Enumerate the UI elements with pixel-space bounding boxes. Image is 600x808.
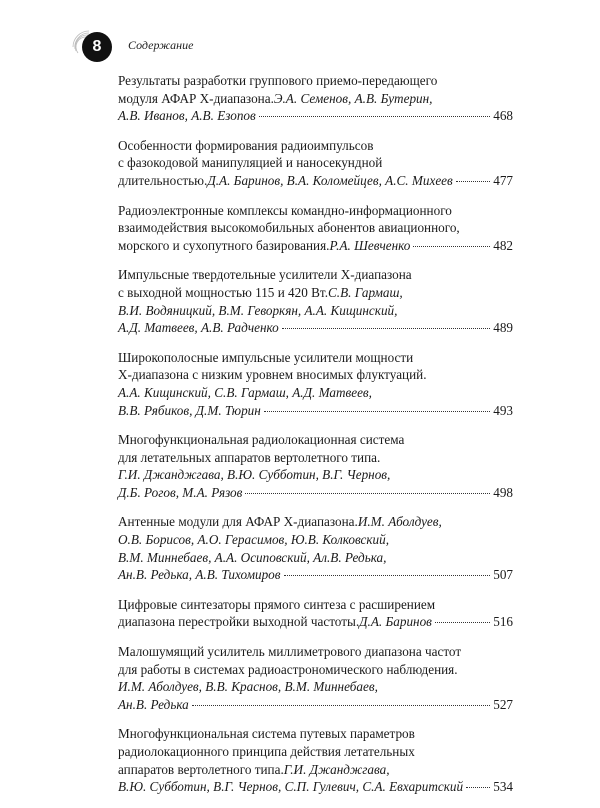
toc-entry-line bbox=[118, 661, 513, 679]
toc-page-number[interactable]: 516 bbox=[493, 614, 513, 630]
toc-authors-text: Д.Б. Рогов, М.А. Рязов bbox=[118, 484, 243, 500]
toc-entry-line bbox=[118, 284, 513, 302]
toc-entry[interactable] bbox=[118, 349, 513, 419]
toc-entry-line bbox=[118, 72, 513, 90]
toc-entry-line bbox=[118, 219, 513, 237]
toc-authors-text: Д.А. Баринов bbox=[359, 614, 432, 630]
toc-entry-line bbox=[118, 725, 513, 743]
toc-authors-text: В.И. Водяницкий, В.М. Геворкян, А.А. Кищинский, bbox=[118, 302, 398, 318]
toc-entry-line bbox=[118, 466, 513, 484]
toc-entry[interactable] bbox=[118, 513, 513, 583]
toc-entry-line bbox=[118, 678, 513, 696]
dot-leader bbox=[192, 704, 490, 706]
toc-authors-text: В.Ю. Субботин, В.Г. Чернов, С.П. Гулевич, С.А. Евхаритский bbox=[118, 779, 464, 795]
toc-authors-text: В.В. Рябиков, Д.М. Тюрин bbox=[118, 402, 261, 418]
toc-authors-text: И.М. Аболдуев, В.В. Краснов, В.М. Миннебаев, bbox=[118, 679, 378, 695]
toc-entry[interactable] bbox=[118, 643, 513, 713]
toc-authors-text: Э.А. Семенов, А.В. Бутерин, bbox=[273, 90, 433, 106]
toc-title-text: взаимодействия высокомобильных абонентов авиационного, bbox=[118, 220, 460, 236]
toc-title-text: Импульсные твердотельные усилители Х-диапазона bbox=[118, 267, 412, 283]
toc-entry[interactable] bbox=[118, 266, 513, 336]
toc-title-text: с фазокодовой манипуляцией и наносекундной bbox=[118, 155, 383, 171]
toc-title-text: диапазона перестройки выходной частоты. bbox=[118, 614, 360, 630]
dot-leader bbox=[264, 410, 490, 412]
toc-title-text: для работы в системах радиоастрономического наблюдения. bbox=[118, 661, 458, 677]
toc-entry[interactable] bbox=[118, 431, 513, 501]
toc-authors-text: Г.И. Джанджгава, bbox=[283, 761, 390, 777]
toc-authors-text: Ан.В. Редька, А.В. Тихомиров bbox=[118, 567, 281, 583]
toc-entry-line bbox=[118, 431, 513, 449]
running-head: Содержание bbox=[128, 38, 194, 52]
toc-title-text: Результаты разработки группового приемо-передающего bbox=[118, 73, 438, 88]
toc-title-text: Многофункциональная система путевых параметров bbox=[118, 726, 415, 742]
toc-entry-line bbox=[118, 266, 513, 284]
dot-leader bbox=[435, 621, 490, 623]
toc-entry-line bbox=[118, 743, 513, 761]
dot-leader bbox=[259, 115, 490, 117]
toc-title-text: Цифровые синтезаторы прямого синтеза с расширением bbox=[118, 596, 436, 612]
toc-entry-last-line bbox=[118, 778, 513, 796]
toc-page-number[interactable]: 493 bbox=[493, 402, 513, 418]
toc-page-number[interactable]: 534 bbox=[493, 779, 513, 795]
toc-title-text: радиолокационного принципа действия летательных bbox=[118, 744, 415, 759]
toc-entry-last-line bbox=[118, 172, 513, 190]
toc-entry-line bbox=[118, 531, 513, 549]
toc-entry[interactable] bbox=[118, 137, 513, 190]
dot-leader bbox=[245, 492, 490, 494]
toc-entry-line bbox=[118, 366, 513, 384]
toc-entry-last-line bbox=[118, 613, 513, 631]
toc-title-text: Малошумящий усилитель миллиметрового диапазона частот bbox=[118, 644, 462, 660]
toc-entry[interactable] bbox=[118, 725, 513, 795]
toc-authors-text: И.М. Аболдуев, bbox=[357, 514, 442, 530]
dot-leader bbox=[413, 245, 490, 247]
toc-authors-text: О.В. Борисов, А.О. Герасимов, Ю.В. Колковский, bbox=[118, 532, 390, 548]
toc-page-number[interactable]: 489 bbox=[493, 320, 513, 336]
toc-page-number[interactable]: 468 bbox=[493, 108, 513, 124]
toc-authors-text: А.А. Кищинский, С.В. Гармаш, А.Д. Матвеев, bbox=[118, 384, 372, 400]
toc-authors-text: Ан.В. Редька bbox=[118, 696, 189, 712]
toc-title-text: Х-диапазона с низким уровнем вносимых флуктуаций. bbox=[118, 367, 427, 383]
toc-entry-line bbox=[118, 202, 513, 220]
toc-entry[interactable] bbox=[118, 596, 513, 631]
toc-title-text: Антенные модули для АФАР Х-диапазона. bbox=[118, 514, 358, 530]
toc-authors-text: С.В. Гармаш, bbox=[328, 284, 403, 300]
toc-title-text: модуля АФАР Х-диапазона. bbox=[118, 90, 274, 106]
toc-entry-line bbox=[118, 349, 513, 367]
toc-entry[interactable] bbox=[118, 202, 513, 255]
dot-leader bbox=[284, 574, 491, 576]
toc-entry-line bbox=[118, 90, 513, 108]
toc-title-text: аппаратов вертолетного типа. bbox=[118, 761, 284, 777]
toc-entry-line bbox=[118, 513, 513, 531]
toc-authors-text: Г.И. Джанджгава, В.Ю. Субботин, В.Г. Чернов, bbox=[118, 467, 391, 483]
toc-title-text: длительностью. bbox=[118, 172, 208, 188]
toc-authors-text: В.М. Миннебаев, А.А. Осиповский, Ал.В. Редька, bbox=[118, 549, 387, 565]
toc-entry-last-line bbox=[118, 237, 513, 255]
toc-entry-line bbox=[118, 549, 513, 567]
toc-entry-line bbox=[118, 154, 513, 172]
toc-page-number[interactable]: 482 bbox=[493, 237, 513, 253]
toc-entry-last-line bbox=[118, 107, 513, 125]
toc-page-number[interactable]: 527 bbox=[493, 696, 513, 712]
toc-page-number[interactable]: 498 bbox=[493, 484, 513, 500]
toc-title-text: морского и сухопутного базирования. bbox=[118, 237, 330, 253]
toc-entry-line bbox=[118, 302, 513, 320]
dot-leader bbox=[466, 786, 490, 788]
toc-entry-last-line bbox=[118, 566, 513, 584]
toc-authors-text: Р.А. Шевченко bbox=[329, 237, 411, 253]
toc-entry-line bbox=[118, 384, 513, 402]
toc-entry[interactable] bbox=[118, 72, 513, 125]
table-of-contents bbox=[118, 72, 513, 808]
toc-entry-last-line bbox=[118, 484, 513, 502]
page-number: 8 bbox=[82, 32, 112, 62]
toc-authors-text: Д.А. Баринов, В.А. Коломейцев, А.С. Михеев bbox=[207, 172, 453, 188]
toc-title-text: с выходной мощностью 115 и 420 Вт. bbox=[118, 284, 328, 300]
toc-title-text: Многофункциональная радиолокационная система bbox=[118, 432, 405, 448]
dot-leader bbox=[282, 327, 490, 329]
toc-entry-line bbox=[118, 449, 513, 467]
toc-title-text: для летательных аппаратов вертолетного типа. bbox=[118, 449, 381, 465]
toc-authors-text: А.Д. Матвеев, А.В. Радченко bbox=[118, 320, 279, 336]
toc-authors-text: А.В. Иванов, А.В. Езопов bbox=[118, 108, 256, 124]
toc-entry-last-line bbox=[118, 319, 513, 337]
toc-entry-line bbox=[118, 761, 513, 779]
toc-title-text: Широкополосные импульсные усилители мощности bbox=[118, 349, 414, 365]
toc-entry-last-line bbox=[118, 696, 513, 714]
dot-leader bbox=[456, 180, 490, 182]
toc-title-text: Радиоэлектронные комплексы командно-информационного bbox=[118, 202, 452, 218]
toc-entry-line bbox=[118, 596, 513, 614]
toc-title-text: Особенности формирования радиоимпульсов bbox=[118, 137, 374, 153]
toc-page-number[interactable]: 507 bbox=[493, 567, 513, 583]
toc-entry-last-line bbox=[118, 402, 513, 420]
toc-entry-line bbox=[118, 137, 513, 155]
toc-entry-line bbox=[118, 643, 513, 661]
toc-page-number[interactable]: 477 bbox=[493, 172, 513, 188]
